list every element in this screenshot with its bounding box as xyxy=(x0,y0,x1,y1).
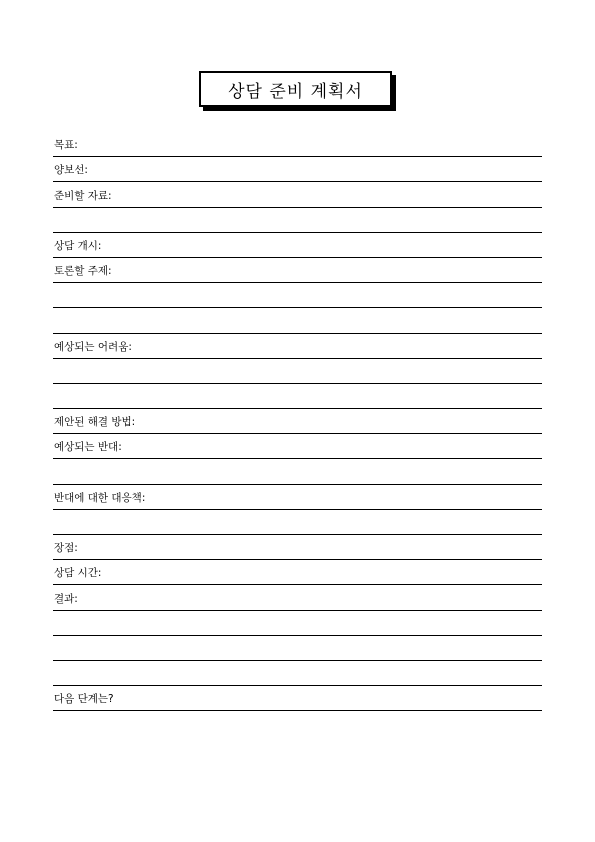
form-row[interactable] xyxy=(53,233,542,258)
form-row[interactable] xyxy=(53,409,542,434)
planning-form xyxy=(53,132,542,711)
form-row[interactable] xyxy=(53,459,542,484)
form-row[interactable] xyxy=(53,384,542,409)
title-block xyxy=(199,71,396,111)
form-row-label: 다음 단계는? xyxy=(54,693,114,706)
form-row[interactable] xyxy=(53,661,542,686)
form-row[interactable] xyxy=(53,208,542,233)
form-row[interactable] xyxy=(53,510,542,535)
form-row-label: 준비할 자료: xyxy=(54,189,112,202)
form-row[interactable] xyxy=(53,535,542,560)
form-row[interactable] xyxy=(53,560,542,585)
form-row[interactable] xyxy=(53,636,542,661)
form-row-label: 양보선: xyxy=(54,164,88,177)
form-row-label: 장점: xyxy=(54,542,78,555)
form-row[interactable] xyxy=(53,485,542,510)
form-row[interactable] xyxy=(53,611,542,636)
title-box xyxy=(199,71,392,107)
form-row-label: 결과: xyxy=(54,592,78,605)
form-row-label: 목표: xyxy=(54,139,78,152)
form-row-label: 토론할 주제: xyxy=(54,265,112,278)
form-row-label: 제안된 해결 방법: xyxy=(54,416,136,429)
form-row-label: 반대에 대한 대응책: xyxy=(54,491,146,504)
page-title: 상담 준비 계획서 xyxy=(228,81,363,102)
form-row[interactable] xyxy=(53,308,542,333)
form-row[interactable] xyxy=(53,283,542,308)
form-row[interactable] xyxy=(53,585,542,610)
form-row-label: 예상되는 어려움: xyxy=(54,340,132,353)
form-row-label: 상담 시간: xyxy=(54,567,102,580)
form-row[interactable] xyxy=(53,182,542,207)
form-row[interactable] xyxy=(53,258,542,283)
form-row[interactable] xyxy=(53,359,542,384)
form-row[interactable] xyxy=(53,334,542,359)
form-row[interactable] xyxy=(53,157,542,182)
form-row[interactable] xyxy=(53,132,542,157)
form-row-label: 상담 개시: xyxy=(54,239,102,252)
form-row[interactable] xyxy=(53,686,542,711)
form-row-label: 예상되는 반대: xyxy=(54,441,122,454)
form-row[interactable] xyxy=(53,434,542,459)
